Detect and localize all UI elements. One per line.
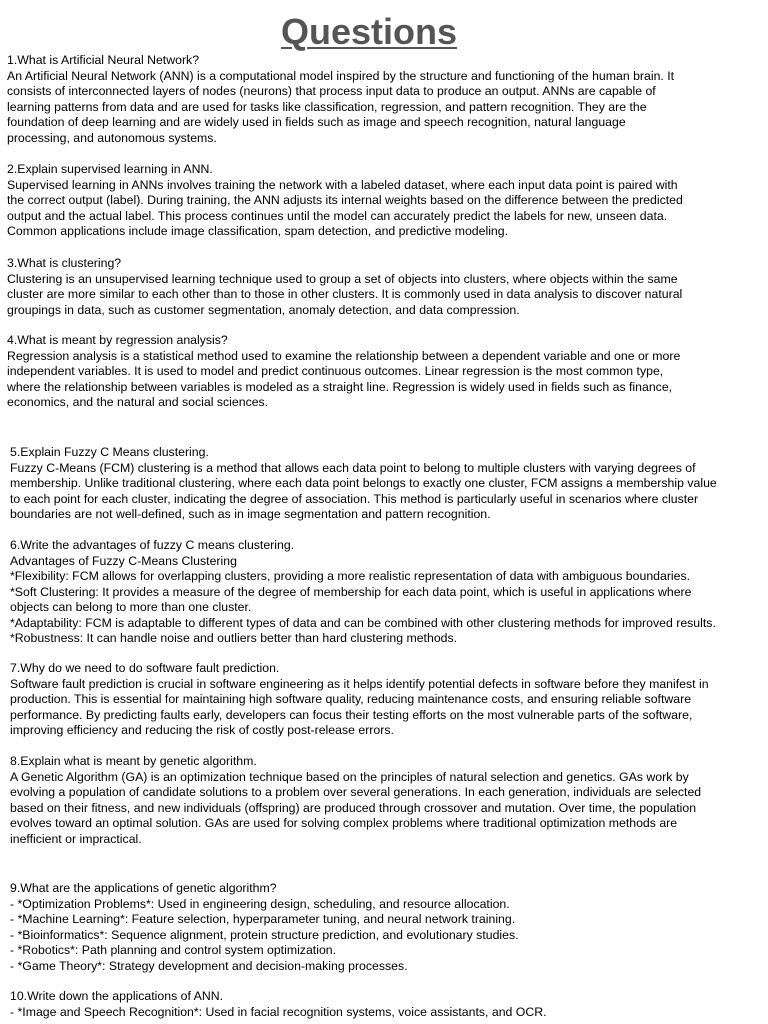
question-section	[7, 53, 753, 146]
answer-line: *Adaptability: FCM is adaptable to different types of data and can be combined with other clustering methods for improved results.	[10, 615, 716, 630]
question-heading: 10.Write down the applications of ANN.	[10, 989, 224, 1003]
answer-line: - *Optimization Problems*: Used in engineering design, scheduling, and resource allocation.	[10, 896, 510, 911]
answer-line: - *Image and Speech Recognition*: Used in facial recognition systems, voice assistants, and OCR.	[10, 1004, 547, 1019]
answer-line: consists of interconnected layers of nodes (neurons) that process input data to produce an output. ANNs are capable of	[7, 84, 656, 98]
answer-line: *Flexibility: FCM allows for overlapping clusters, providing a more realistic representation of data with ambiguous boundaries.	[10, 569, 691, 583]
answer-line: based on their fitness, and new individuals (offspring) are produced through crossover and mutation. Over time, the population	[10, 800, 697, 815]
answer-line: *Soft Clustering: It provides a measure of the degree of membership for each data point, which is useful in applications where	[10, 584, 692, 599]
answer-line: An Artificial Neural Network (ANN) is a computational model inspired by the structure and functioning of the human brain. It	[7, 68, 675, 83]
question-section	[7, 333, 753, 411]
answer-line: the correct output (label). During training, the ANN adjusts its internal weights based on the difference between the predicted	[7, 193, 683, 207]
question-section	[10, 445, 756, 523]
question-heading: 5.Explain Fuzzy C Means clustering.	[10, 445, 209, 459]
answer-line: Advantages of Fuzzy C-Means Clustering	[10, 553, 237, 568]
question-section	[10, 754, 756, 847]
question-section	[10, 661, 756, 739]
answer-line: performance. By predicting faults early, developers can focus their testing efforts on the most vulnerable parts of the software,	[10, 707, 693, 722]
question-heading: 1.What is Artificial Neural Network?	[7, 53, 200, 67]
answer-line: where the relationship between variables is modeled as a straight line. Regression is widely used in fields such as finance,	[7, 379, 673, 394]
answer-line: economics, and the natural and social sciences.	[7, 395, 269, 409]
answer-line: processing, and autonomous systems.	[7, 130, 217, 145]
question-section	[10, 881, 756, 974]
question-heading: 4.What is meant by regression analysis?	[7, 333, 228, 347]
answer-line: output and the actual label. This process continues until the model can accurately predict the labels for new, unseen data.	[7, 208, 668, 223]
answer-line: groupings in data, such as customer segmentation, anomaly detection, and data compression.	[7, 302, 520, 317]
answer-line: boundaries are not well-defined, such as in image segmentation and pattern recognition.	[10, 507, 491, 521]
answer-line: Common applications include image classification, spam detection, and predictive modeling.	[7, 224, 509, 238]
answer-line: cluster are more similar to each other than to those in other clusters. It is commonly used in data analysis to discover natural	[7, 287, 683, 301]
answer-line: Software fault prediction is crucial in software engineering as it helps identify potential defects in software before they manifest in	[10, 676, 709, 691]
answer-line: learning patterns from data and are used for tasks like classification, regression, and pattern recognition. They are the	[7, 99, 647, 114]
question-heading: 3.What is clustering?	[7, 256, 122, 270]
answer-line: - *Machine Learning*: Feature selection, hyperparameter tuning, and neural network training.	[10, 912, 516, 926]
answer-line: production. This is essential for maintaining high software quality, reducing maintenance costs, and ensuring reliable software	[10, 692, 692, 706]
answer-line: - *Game Theory*: Strategy development and decision-making processes.	[10, 958, 408, 973]
answer-line: inefficient or impractical.	[10, 831, 142, 846]
question-section	[7, 256, 753, 318]
answer-line: evolves toward an optimal solution. GAs are used for solving complex problems where traditional optimization methods are	[10, 816, 678, 830]
answer-line: A Genetic Algorithm (GA) is an optimization technique based on the principles of natural selection and genetics. GAs work by	[10, 769, 689, 784]
answer-line: independent variables. It is used to model and predict continuous outcomes. Linear regression is the most common type,	[7, 364, 664, 378]
question-heading: 6.Write the advantages of fuzzy C means clustering.	[10, 538, 295, 552]
answer-line: Fuzzy C-Means (FCM) clustering is a method that allows each data point to belong to multiple clusters with varying degrees of	[10, 460, 696, 475]
answer-line: membership. Unlike traditional clustering, where each data point belongs to exactly one cluster, FCM assigns a membership value	[10, 476, 717, 490]
answer-line: improving efficiency and reducing the risk of costly post-release errors.	[10, 723, 394, 737]
answer-line: Supervised learning in ANNs involves training the network with a labeled dataset, where each input data point is paired with	[7, 177, 678, 192]
answer-line: objects can belong to more than one cluster.	[10, 600, 252, 614]
answer-line: Clustering is an unsupervised learning technique used to group a set of objects into clusters, where objects within the same	[7, 271, 678, 286]
answer-line: evolving a population of candidate solutions to a problem over several generations. In each generation, individuals are selected	[10, 785, 702, 799]
question-section	[10, 538, 756, 647]
question-section	[10, 989, 756, 1020]
answer-line: - *Robotics*: Path planning and control system optimization.	[10, 943, 337, 957]
answer-line: *Robustness: It can handle noise and outliers better than hard clustering methods.	[10, 631, 458, 645]
answer-line: foundation of deep learning and are widely used in fields such as image and speech recognition, natural language	[7, 115, 626, 129]
answer-line: to each point for each cluster, indicating the degree of association. This method is particularly useful in scenarios where cluster	[10, 491, 699, 506]
question-heading: 9.What are the applications of genetic algorithm?	[10, 881, 277, 895]
question-section	[7, 162, 753, 240]
answer-line: - *Bioinformatics*: Sequence alignment, protein structure prediction, and evolutionary studies.	[10, 927, 519, 942]
question-heading: 2.Explain supervised learning in ANN.	[7, 162, 213, 176]
question-heading: 8.Explain what is meant by genetic algorithm.	[10, 754, 257, 768]
page-title: Questions	[280, 11, 458, 52]
question-heading: 7.Why do we need to do software fault prediction.	[10, 661, 280, 675]
answer-line: Regression analysis is a statistical method used to examine the relationship between a dependent variable and one or more	[7, 348, 681, 363]
